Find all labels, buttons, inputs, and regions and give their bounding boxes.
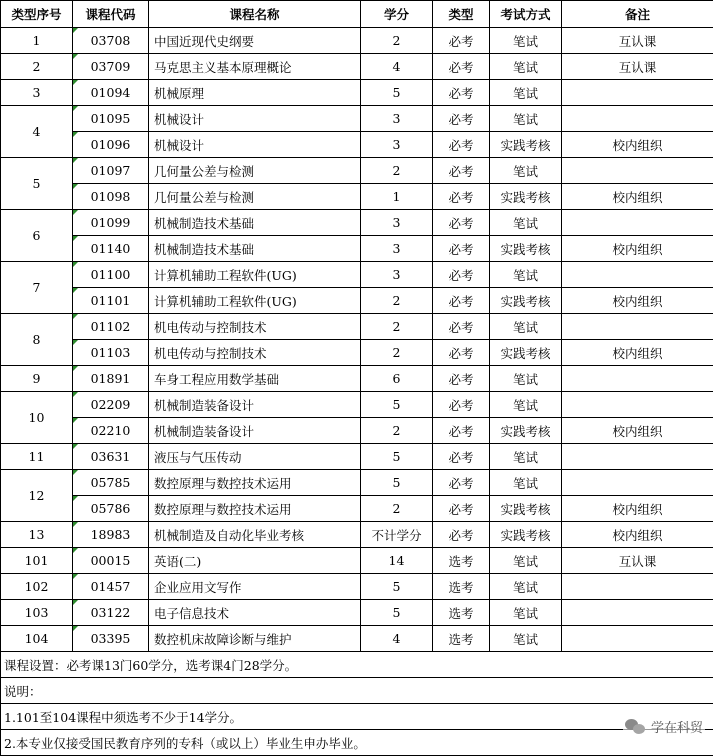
remark-cell: 校内组织 [562, 522, 713, 548]
course-name-cell: 机械制造及自动化毕业考核 [149, 522, 361, 548]
type-seq-cell: 13 [1, 522, 73, 548]
course-type-cell: 选考 [433, 548, 490, 574]
course-type-cell: 必考 [433, 184, 490, 210]
table-row [1, 418, 713, 444]
course-name-cell: 机械制造装备设计 [149, 392, 361, 418]
course-code-cell: 03395 [73, 626, 149, 652]
course-name-cell: 企业应用文写作 [149, 574, 361, 600]
remark-cell [562, 366, 713, 392]
type-seq-cell: 7 [1, 262, 73, 314]
header-row [1, 1, 713, 28]
exam-method-cell: 实践考核 [490, 496, 562, 522]
course-type-cell: 必考 [433, 470, 490, 496]
remark-cell: 校内组织 [562, 496, 713, 522]
course-code-cell: 01099 [73, 210, 149, 236]
credit-cell: 3 [361, 132, 433, 158]
course-type-cell: 必考 [433, 132, 490, 158]
credit-cell: 1 [361, 184, 433, 210]
exam-method-cell: 笔试 [490, 158, 562, 184]
remark-cell [562, 574, 713, 600]
course-code-cell: 03708 [73, 28, 149, 54]
exam-method-cell: 笔试 [490, 548, 562, 574]
course-name-cell: 计算机辅助工程软件(UG) [149, 262, 361, 288]
course-type-cell: 必考 [433, 106, 490, 132]
remark-cell: 校内组织 [562, 236, 713, 262]
table-row [1, 314, 713, 340]
course-name-cell: 机电传动与控制技术 [149, 340, 361, 366]
type-seq-cell: 103 [1, 600, 73, 626]
remark-cell [562, 106, 713, 132]
course-name-cell: 机械设计 [149, 106, 361, 132]
table-row [1, 54, 713, 80]
table-row [1, 600, 713, 626]
credit-cell: 14 [361, 548, 433, 574]
course-code-cell: 01096 [73, 132, 149, 158]
course-code-cell: 05786 [73, 496, 149, 522]
course-code-cell: 01891 [73, 366, 149, 392]
table-row [1, 210, 713, 236]
table-row [1, 392, 713, 418]
remark-cell [562, 626, 713, 652]
exam-method-cell: 实践考核 [490, 184, 562, 210]
note-row [1, 730, 713, 756]
remark-cell [562, 158, 713, 184]
remark-cell: 互认课 [562, 548, 713, 574]
course-name-cell: 机械设计 [149, 132, 361, 158]
credit-cell: 4 [361, 54, 433, 80]
remark-cell: 互认课 [562, 54, 713, 80]
credit-cell: 3 [361, 210, 433, 236]
table-row [1, 262, 713, 288]
table-row [1, 496, 713, 522]
course-code-cell: 18983 [73, 522, 149, 548]
table-row [1, 470, 713, 496]
exam-method-cell: 实践考核 [490, 132, 562, 158]
exam-method-cell: 笔试 [490, 54, 562, 80]
table-row [1, 288, 713, 314]
course-type-cell: 必考 [433, 158, 490, 184]
credit-cell: 3 [361, 236, 433, 262]
credit-cell: 5 [361, 444, 433, 470]
remark-cell: 校内组织 [562, 132, 713, 158]
credit-cell: 3 [361, 106, 433, 132]
course-name-cell: 机械制造技术基础 [149, 236, 361, 262]
course-code-cell: 03631 [73, 444, 149, 470]
course-name-cell: 英语(二) [149, 548, 361, 574]
table-row [1, 158, 713, 184]
type-seq-cell: 3 [1, 80, 73, 106]
exam-method-cell: 笔试 [490, 470, 562, 496]
credit-cell: 2 [361, 340, 433, 366]
course-type-cell: 选考 [433, 574, 490, 600]
credit-cell: 2 [361, 496, 433, 522]
course-name-cell: 机电传动与控制技术 [149, 314, 361, 340]
course-code-cell: 01100 [73, 262, 149, 288]
course-code-cell: 03709 [73, 54, 149, 80]
credit-cell: 5 [361, 574, 433, 600]
table-row [1, 132, 713, 158]
type-seq-cell: 104 [1, 626, 73, 652]
column-header: 课程名称 [149, 1, 361, 28]
course-type-cell: 选考 [433, 600, 490, 626]
table-row [1, 522, 713, 548]
credit-cell: 2 [361, 288, 433, 314]
exam-method-cell: 笔试 [490, 392, 562, 418]
type-seq-cell: 2 [1, 54, 73, 80]
table-row [1, 80, 713, 106]
note-text: 课程设置：必考课13门60学分，选考课4门28学分。 [1, 652, 713, 678]
remark-cell [562, 392, 713, 418]
table-row [1, 444, 713, 470]
table-row [1, 574, 713, 600]
table-row [1, 184, 713, 210]
note-text: 2.本专业仅接受国民教育序列的专科（或以上）毕业生申办毕业。 [1, 730, 713, 756]
exam-method-cell: 笔试 [490, 210, 562, 236]
remark-cell: 校内组织 [562, 184, 713, 210]
table-row [1, 548, 713, 574]
exam-method-cell: 笔试 [490, 444, 562, 470]
exam-method-cell: 笔试 [490, 106, 562, 132]
note-row [1, 704, 713, 730]
course-type-cell: 必考 [433, 522, 490, 548]
type-seq-cell: 1 [1, 28, 73, 54]
credit-cell: 2 [361, 158, 433, 184]
type-seq-cell: 5 [1, 158, 73, 210]
column-header: 课程代码 [73, 1, 149, 28]
exam-method-cell: 笔试 [490, 574, 562, 600]
exam-method-cell: 实践考核 [490, 522, 562, 548]
exam-method-cell: 笔试 [490, 28, 562, 54]
credit-cell: 不计学分 [361, 522, 433, 548]
course-code-cell: 00015 [73, 548, 149, 574]
course-type-cell: 选考 [433, 626, 490, 652]
type-seq-cell: 10 [1, 392, 73, 444]
course-code-cell: 01094 [73, 80, 149, 106]
type-seq-cell: 11 [1, 444, 73, 470]
exam-method-cell: 实践考核 [490, 340, 562, 366]
course-type-cell: 必考 [433, 366, 490, 392]
course-name-cell: 机械制造技术基础 [149, 210, 361, 236]
column-header: 类型 [433, 1, 490, 28]
course-name-cell: 数控原理与数控技术运用 [149, 496, 361, 522]
type-seq-cell: 9 [1, 366, 73, 392]
course-type-cell: 必考 [433, 496, 490, 522]
course-type-cell: 必考 [433, 444, 490, 470]
course-code-cell: 02209 [73, 392, 149, 418]
type-seq-cell: 4 [1, 106, 73, 158]
type-seq-cell: 101 [1, 548, 73, 574]
remark-cell [562, 80, 713, 106]
type-seq-cell: 102 [1, 574, 73, 600]
wechat-icon [625, 719, 647, 735]
exam-method-cell: 笔试 [490, 600, 562, 626]
credit-cell: 2 [361, 28, 433, 54]
course-code-cell: 01097 [73, 158, 149, 184]
course-name-cell: 车身工程应用数学基础 [149, 366, 361, 392]
credit-cell: 2 [361, 314, 433, 340]
course-type-cell: 必考 [433, 262, 490, 288]
exam-method-cell: 实践考核 [490, 288, 562, 314]
course-type-cell: 必考 [433, 28, 490, 54]
exam-method-cell: 笔试 [490, 80, 562, 106]
course-type-cell: 必考 [433, 340, 490, 366]
exam-method-cell: 笔试 [490, 262, 562, 288]
course-type-cell: 必考 [433, 314, 490, 340]
course-code-cell: 01457 [73, 574, 149, 600]
table-row [1, 236, 713, 262]
note-text: 说明： [1, 678, 713, 704]
course-name-cell: 机械制造装备设计 [149, 418, 361, 444]
note-text: 1.101至104课程中须选考不少于14学分。 [1, 704, 713, 730]
table-row [1, 106, 713, 132]
watermark [623, 717, 705, 736]
course-code-cell: 03122 [73, 600, 149, 626]
course-code-cell: 01103 [73, 340, 149, 366]
table-row [1, 366, 713, 392]
table-row [1, 340, 713, 366]
remark-cell: 校内组织 [562, 418, 713, 444]
credit-cell: 6 [361, 366, 433, 392]
type-seq-cell: 12 [1, 470, 73, 522]
course-name-cell: 数控机床故障诊断与维护 [149, 626, 361, 652]
course-name-cell: 几何量公差与检测 [149, 184, 361, 210]
course-type-cell: 必考 [433, 392, 490, 418]
course-type-cell: 必考 [433, 210, 490, 236]
column-header: 备注 [562, 1, 713, 28]
note-row [1, 652, 713, 678]
course-type-cell: 必考 [433, 80, 490, 106]
credit-cell: 5 [361, 470, 433, 496]
course-type-cell: 必考 [433, 288, 490, 314]
column-header: 类型序号 [1, 1, 73, 28]
exam-method-cell: 实践考核 [490, 418, 562, 444]
watermark-text: 学在科贸 [651, 717, 703, 736]
column-header: 考试方式 [490, 1, 562, 28]
credit-cell: 5 [361, 392, 433, 418]
credit-cell: 5 [361, 80, 433, 106]
course-name-cell: 马克思主义基本原理概论 [149, 54, 361, 80]
course-code-cell: 05785 [73, 470, 149, 496]
exam-method-cell: 笔试 [490, 366, 562, 392]
remark-cell: 校内组织 [562, 340, 713, 366]
course-name-cell: 机械原理 [149, 80, 361, 106]
note-row [1, 678, 713, 704]
type-seq-cell: 6 [1, 210, 73, 262]
course-name-cell: 液压与气压传动 [149, 444, 361, 470]
remark-cell [562, 262, 713, 288]
course-type-cell: 必考 [433, 236, 490, 262]
course-type-cell: 必考 [433, 54, 490, 80]
course-name-cell: 几何量公差与检测 [149, 158, 361, 184]
course-code-cell: 02210 [73, 418, 149, 444]
remark-cell [562, 470, 713, 496]
course-code-cell: 01140 [73, 236, 149, 262]
type-seq-cell: 8 [1, 314, 73, 366]
course-code-cell: 01095 [73, 106, 149, 132]
exam-method-cell: 笔试 [490, 626, 562, 652]
remark-cell [562, 314, 713, 340]
remark-cell: 校内组织 [562, 288, 713, 314]
remark-cell: 互认课 [562, 28, 713, 54]
course-code-cell: 01101 [73, 288, 149, 314]
course-name-cell: 电子信息技术 [149, 600, 361, 626]
course-name-cell: 数控原理与数控技术运用 [149, 470, 361, 496]
credit-cell: 2 [361, 418, 433, 444]
credit-cell: 4 [361, 626, 433, 652]
remark-cell [562, 600, 713, 626]
table-row [1, 626, 713, 652]
table-row [1, 28, 713, 54]
credit-cell: 5 [361, 600, 433, 626]
credit-cell: 3 [361, 262, 433, 288]
remark-cell [562, 444, 713, 470]
course-name-cell: 中国近现代史纲要 [149, 28, 361, 54]
remark-cell [562, 210, 713, 236]
exam-method-cell: 实践考核 [490, 236, 562, 262]
course-code-cell: 01098 [73, 184, 149, 210]
exam-method-cell: 笔试 [490, 314, 562, 340]
course-name-cell: 计算机辅助工程软件(UG) [149, 288, 361, 314]
column-header: 学分 [361, 1, 433, 28]
course-code-cell: 01102 [73, 314, 149, 340]
course-type-cell: 必考 [433, 418, 490, 444]
